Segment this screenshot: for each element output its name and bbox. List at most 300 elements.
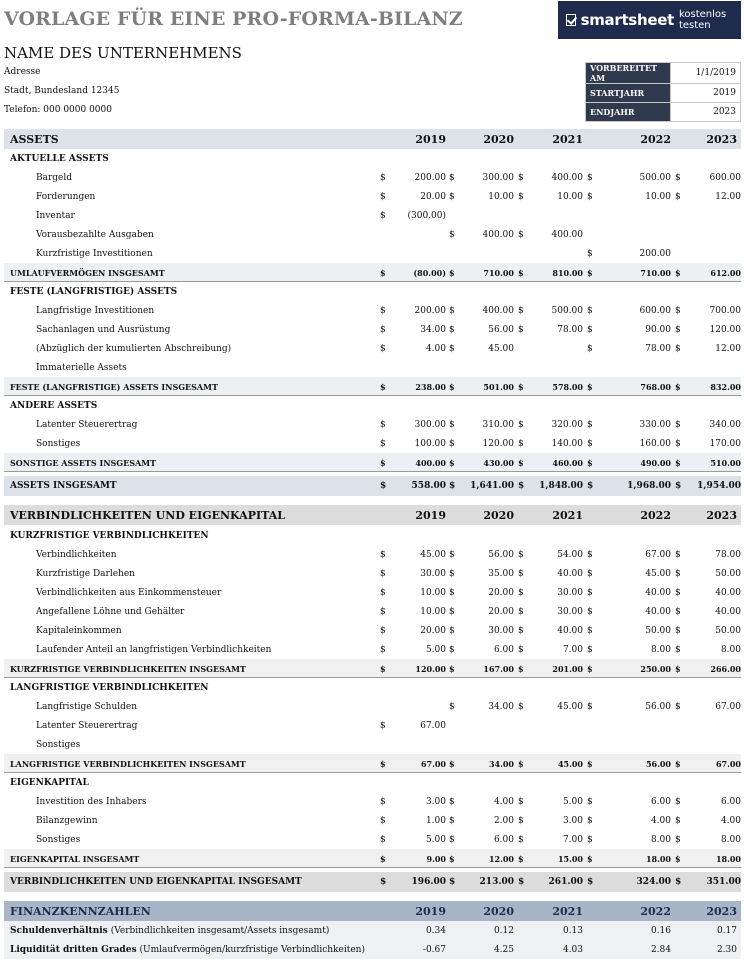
- equity-row-2-value-3[interactable]: 8.00: [650, 834, 671, 845]
- liabilities-header-year-2019: 2019: [415, 508, 446, 522]
- current-liabilities-row: [4, 564, 741, 583]
- fixed-assets-row-label-text: Langfristige Investitionen: [36, 305, 155, 316]
- equity-row-0-currency-0: $: [380, 796, 386, 807]
- address-line-2: Stadt, Bundesland 12345: [4, 86, 120, 96]
- current-assets-row-label-text: Vorausbezahlte Ausgaben: [36, 229, 154, 240]
- longterm-liabilities-row-0-value-3[interactable]: 56.00: [645, 701, 671, 712]
- equity-row-0-currency-3: $: [587, 796, 593, 807]
- assets-grand-total-value-1[interactable]: 1,641.00: [470, 481, 514, 491]
- current-assets-total-value-2[interactable]: 810.00: [552, 267, 583, 278]
- current-assets-row-0-value-0[interactable]: 200.00: [414, 172, 446, 183]
- fixed-assets-row: [4, 301, 741, 320]
- fixed-assets-row-0-currency-0: $: [380, 305, 386, 316]
- assets-grand-total-value-4[interactable]: 1,954.00: [697, 481, 741, 491]
- current-assets-row-0-value-4[interactable]: 600.00: [709, 172, 741, 183]
- other-assets-row-1-value-0[interactable]: 100.00: [414, 438, 446, 449]
- longterm-liabilities-row-label: [36, 735, 80, 754]
- current-liabilities-row-0-currency-2: $: [518, 549, 524, 560]
- equity-row-1-value-2[interactable]: 3.00: [562, 815, 583, 826]
- current-liabilities-row-3-currency-1: $: [449, 606, 455, 617]
- fixed-assets-total-value-4[interactable]: 832.00: [710, 381, 741, 392]
- other-assets-total-currency-1: $: [449, 457, 455, 468]
- equity-total-currency-4: $: [675, 853, 681, 864]
- liabilities-grand-total-value-3[interactable]: 324.00: [636, 877, 671, 887]
- current-liabilities-row-5-currency-1: $: [449, 644, 455, 655]
- current-assets-row-1-currency-2: $: [518, 191, 524, 202]
- fixed-assets-total-value-2[interactable]: 578.00: [552, 381, 583, 392]
- current-liabilities-row-4-value-4[interactable]: 50.00: [715, 625, 741, 636]
- fixed-assets-row-1-value-1[interactable]: 56.00: [488, 324, 514, 335]
- current-assets-row-3-currency-2: $: [518, 229, 524, 240]
- assets-header-year-2022: 2022: [640, 132, 671, 146]
- fixed-assets-row-0-currency-2: $: [518, 305, 524, 316]
- liabilities-header-year-2022: 2022: [640, 508, 671, 522]
- liabilities-grand-total-value-2[interactable]: 261.00: [548, 877, 583, 887]
- equity-row-2-value-1[interactable]: 6.00: [493, 834, 514, 845]
- current-liabilities-row-3-value-3[interactable]: 40.00: [645, 606, 671, 617]
- longterm-liabilities-heading-label-text: LANGFRISTIGE VERBINDLICHKEITEN: [10, 682, 209, 693]
- fixed-assets-row-0-value-4[interactable]: 700.00: [709, 305, 741, 316]
- assets-grand-total-value-2[interactable]: 1,848.00: [539, 481, 583, 491]
- liabilities-grand-total: [4, 872, 741, 892]
- current-liabilities-row-0-currency-1: $: [449, 549, 455, 560]
- other-assets-row-0-currency-4: $: [675, 419, 681, 430]
- fixed-assets-row-label-text: Immaterielle Assets: [36, 362, 127, 373]
- ratio-row-1: [4, 940, 741, 959]
- longterm-liabilities-total-label-text: LANGFRISTIGE VERBINDLICHKEITEN INSGESAMT: [10, 758, 246, 769]
- other-assets-row-0-value-1[interactable]: 310.00: [482, 419, 514, 430]
- other-assets-row-0-value-0[interactable]: 300.00: [414, 419, 446, 430]
- current-liabilities-row-0-value-3[interactable]: 67.00: [645, 549, 671, 560]
- current-liabilities-row-3-value-4[interactable]: 40.00: [715, 606, 741, 617]
- fixed-assets-row-0-currency-1: $: [449, 305, 455, 316]
- current-liabilities-total-value-2[interactable]: 201.00: [552, 663, 583, 674]
- equity-row-1-value-3[interactable]: 4.00: [650, 815, 671, 826]
- current-liabilities-row-label: [36, 564, 135, 583]
- current-liabilities-row-1-value-1[interactable]: 35.00: [488, 568, 514, 579]
- other-assets-total-value-0[interactable]: 400.00: [415, 457, 446, 468]
- current-liabilities-row-2-currency-1: $: [449, 587, 455, 598]
- current-liabilities-row-2-currency-3: $: [587, 587, 593, 598]
- current-assets-total-value-0[interactable]: (80.00): [413, 267, 446, 278]
- current-liabilities-row-1-currency-0: $: [380, 568, 386, 579]
- equity-row-0-value-1[interactable]: 4.00: [493, 796, 514, 807]
- liabilities-header-year-2023: 2023: [706, 508, 737, 522]
- assets-grand-total-currency-4: $: [675, 481, 682, 491]
- current-liabilities-total-label-text: KURZFRISTIGE VERBINDLICHKEITEN INSGESAMT: [10, 663, 246, 674]
- current-assets-total-currency-3: $: [587, 267, 593, 278]
- ratio-row-0-value-2[interactable]: 0.13: [562, 925, 583, 936]
- other-assets-total-value-4[interactable]: 510.00: [710, 457, 741, 468]
- fixed-assets-heading: [4, 282, 741, 301]
- current-liabilities-row-0-value-1[interactable]: 56.00: [488, 549, 514, 560]
- longterm-liabilities-row-0-value-2[interactable]: 45.00: [557, 701, 583, 712]
- fixed-assets-row-1-currency-2: $: [518, 324, 524, 335]
- current-assets-row-label: [36, 225, 154, 244]
- longterm-liabilities-row-1-value-0[interactable]: 67.00: [420, 720, 446, 731]
- other-assets-total-currency-2: $: [518, 457, 524, 468]
- assets-header-year-2020: 2020: [483, 132, 514, 146]
- ratio-row-0-value-0[interactable]: 0.34: [425, 925, 446, 936]
- longterm-liabilities-row-label-text: Sonstiges: [36, 739, 81, 750]
- assets-header-year-2019: 2019: [415, 132, 446, 146]
- fixed-assets-total-label-text: FESTE (LANGFRISTIGE) ASSETS INSGESAMT: [10, 381, 218, 392]
- fixed-assets-row-1-value-3[interactable]: 90.00: [645, 324, 671, 335]
- fixed-assets-row-2-value-0[interactable]: 4.00: [425, 343, 446, 354]
- current-assets-total-value-4[interactable]: 612.00: [710, 267, 741, 278]
- other-assets-row-1-value-2[interactable]: 140.00: [551, 438, 583, 449]
- address-line-1: Adresse: [4, 67, 41, 77]
- current-liabilities-row-2-value-1[interactable]: 20.00: [488, 587, 514, 598]
- fixed-assets-total-value-1[interactable]: 501.00: [483, 381, 514, 392]
- current-assets-row-label-text: Inventar: [36, 210, 75, 221]
- current-liabilities-row-3-currency-4: $: [675, 606, 681, 617]
- liabilities-grand-total-currency-2: $: [518, 877, 525, 887]
- company-name: NAME DES UNTERNEHMENS: [4, 44, 242, 62]
- equity-row-2-value-2[interactable]: 7.00: [562, 834, 583, 845]
- current-liabilities-row-5-value-3[interactable]: 8.00: [650, 644, 671, 655]
- ratio-row-1-value-4[interactable]: 2.30: [716, 944, 737, 955]
- current-assets-row-1-value-2[interactable]: 10.00: [557, 191, 583, 202]
- liabilities-grand-total-currency-0: $: [380, 877, 387, 887]
- other-assets-total-label: [10, 453, 156, 472]
- longterm-liabilities-row: [4, 716, 741, 735]
- equity-total-value-2[interactable]: 15.00: [557, 853, 583, 864]
- current-liabilities-row-0-currency-0: $: [380, 549, 386, 560]
- equity-total-value-1[interactable]: 12.00: [488, 853, 514, 864]
- equity-row-1-currency-4: $: [675, 815, 681, 826]
- current-assets-heading-label: [10, 149, 109, 168]
- fixed-assets-row-label-text: Sachanlagen und Ausrüstung: [36, 324, 171, 335]
- current-liabilities-row-label: [36, 545, 117, 564]
- longterm-liabilities-total-value-1[interactable]: 34.00: [488, 758, 514, 769]
- current-liabilities-row-1-value-4[interactable]: 50.00: [715, 568, 741, 579]
- current-liabilities-row-1-currency-4: $: [675, 568, 681, 579]
- current-assets-row-3-value-2[interactable]: 400.00: [551, 229, 583, 240]
- current-assets-row-2-value-0[interactable]: (300.00): [407, 210, 446, 221]
- current-assets-row-2-currency-0: $: [380, 210, 386, 221]
- current-liabilities-total-currency-3: $: [587, 663, 593, 674]
- fixed-assets-row: [4, 320, 741, 339]
- current-assets-total-currency-4: $: [675, 267, 681, 278]
- equity-total-value-4[interactable]: 18.00: [715, 853, 741, 864]
- assets-grand-total-value-0[interactable]: 558.00: [411, 481, 446, 491]
- ratio-row-0-value-4[interactable]: 0.17: [716, 925, 737, 936]
- current-liabilities-row-2-value-4[interactable]: 40.00: [715, 587, 741, 598]
- longterm-liabilities-total-value-2[interactable]: 45.00: [557, 758, 583, 769]
- longterm-liabilities-row: [4, 735, 741, 754]
- current-assets-row-4-currency-3: $: [587, 248, 593, 259]
- current-liabilities-row-5-value-4[interactable]: 8.00: [720, 644, 741, 655]
- ratio-row-1-value-1[interactable]: 4.25: [493, 944, 514, 955]
- equity-total-currency-3: $: [587, 853, 593, 864]
- equity-row-2-value-4[interactable]: 8.00: [720, 834, 741, 845]
- other-assets-row-0-currency-0: $: [380, 419, 386, 430]
- fixed-assets-row-2-value-1[interactable]: 45.00: [488, 343, 514, 354]
- longterm-liabilities-total-value-3[interactable]: 56.00: [645, 758, 671, 769]
- current-liabilities-total-currency-4: $: [675, 663, 681, 674]
- other-assets-total-value-2[interactable]: 460.00: [552, 457, 583, 468]
- other-assets-total-value-1[interactable]: 430.00: [483, 457, 514, 468]
- liabilities-grand-total-currency-1: $: [449, 877, 456, 887]
- current-assets-row-0-value-3[interactable]: 500.00: [639, 172, 671, 183]
- fixed-assets-row-label: [36, 301, 154, 320]
- equity-row-0-value-3[interactable]: 6.00: [650, 796, 671, 807]
- other-assets-row-0-value-3[interactable]: 330.00: [639, 419, 671, 430]
- longterm-liabilities-row-0-currency-1: $: [449, 701, 455, 712]
- current-assets-row-3-value-1[interactable]: 400.00: [482, 229, 514, 240]
- equity-row: [4, 830, 741, 849]
- other-assets-row-0-currency-1: $: [449, 419, 455, 430]
- fixed-assets-heading-label: [10, 282, 177, 301]
- fixed-assets-row-0-value-2[interactable]: 500.00: [551, 305, 583, 316]
- equity-total-label: [10, 849, 139, 868]
- other-assets-row-label-text: Sonstiges: [36, 438, 81, 449]
- current-assets-row-0-currency-4: $: [675, 172, 681, 183]
- fixed-assets-row-1-value-2[interactable]: 78.00: [557, 324, 583, 335]
- equity-row-0-value-4[interactable]: 6.00: [720, 796, 741, 807]
- other-assets-heading: [4, 396, 741, 415]
- current-assets-row: [4, 225, 741, 244]
- current-liabilities-row: [4, 583, 741, 602]
- longterm-liabilities-total-value-4[interactable]: 67.00: [715, 758, 741, 769]
- equity-row-0-value-0[interactable]: 3.00: [425, 796, 446, 807]
- current-liabilities-row-4-value-1[interactable]: 30.00: [488, 625, 514, 636]
- fixed-assets-row-1-value-0[interactable]: 34.00: [420, 324, 446, 335]
- equity-row-label: [36, 811, 98, 830]
- current-assets-row-4-value-3[interactable]: 200.00: [639, 248, 671, 259]
- current-assets-total-value-1[interactable]: 710.00: [483, 267, 514, 278]
- equity-row-1-value-4[interactable]: 4.00: [720, 815, 741, 826]
- current-liabilities-row-label-text: Kurzfristige Darlehen: [36, 568, 135, 579]
- assets-header-year-2021: 2021: [552, 132, 583, 146]
- assets-grand-total-currency-3: $: [587, 481, 594, 491]
- current-assets-row-1-value-1[interactable]: 10.00: [488, 191, 514, 202]
- fixed-assets-row-2-currency-4: $: [675, 343, 681, 354]
- longterm-liabilities-heading-label: [10, 678, 208, 697]
- other-assets-row-1-value-4[interactable]: 170.00: [709, 438, 741, 449]
- current-liabilities-row: [4, 621, 741, 640]
- ratio-row-0-label: [10, 921, 329, 940]
- current-assets-row-1-value-0[interactable]: 20.00: [420, 191, 446, 202]
- fixed-assets-total-value-0[interactable]: 238.00: [415, 381, 446, 392]
- equity-row-label-text: Bilanzgewinn: [36, 815, 98, 826]
- current-liabilities-total-value-3[interactable]: 250.00: [640, 663, 671, 674]
- equity-total-value-3[interactable]: 18.00: [645, 853, 671, 864]
- current-liabilities-row-label-text: Laufender Anteil an langfristigen Verbindlichkeiten: [36, 644, 272, 655]
- current-liabilities-total-currency-1: $: [449, 663, 455, 674]
- current-liabilities-row-3-value-2[interactable]: 30.00: [557, 606, 583, 617]
- current-liabilities-heading: [4, 526, 741, 545]
- smartsheet-logo-button[interactable]: [558, 1, 741, 39]
- ratio-row-1-value-3[interactable]: 2.84: [650, 944, 671, 955]
- meta-table: [585, 62, 741, 122]
- end-year-value[interactable]: 2023: [671, 103, 741, 122]
- liabilities-grand-total-currency-4: $: [675, 877, 682, 887]
- longterm-liabilities-row-label: [36, 697, 137, 716]
- current-assets-row: [4, 187, 741, 206]
- ratio-row-1-detail: (Umlaufvermögen/kurzfristige Verbindlichkeiten): [139, 944, 365, 955]
- equity-total-currency-2: $: [518, 853, 524, 864]
- current-liabilities-row-1-currency-1: $: [449, 568, 455, 579]
- longterm-liabilities-total-currency-1: $: [449, 758, 455, 769]
- current-assets-row-label: [36, 244, 153, 263]
- current-liabilities-row-0-value-2[interactable]: 54.00: [557, 549, 583, 560]
- current-liabilities-row-3-value-0[interactable]: 10.00: [420, 606, 446, 617]
- other-assets-row-0-value-4[interactable]: 340.00: [709, 419, 741, 430]
- equity-total: [4, 849, 741, 868]
- current-liabilities-row: [4, 640, 741, 659]
- assets-grand-total-value-3[interactable]: 1,968.00: [627, 481, 671, 491]
- fixed-assets-row-0-value-0[interactable]: 200.00: [414, 305, 446, 316]
- current-assets-total-value-3[interactable]: 710.00: [640, 267, 671, 278]
- liabilities-grand-total-label-text: VERBINDLICHKEITEN UND EIGENKAPITAL INSGESAMT: [10, 877, 302, 887]
- current-assets-row-label: [36, 168, 72, 187]
- longterm-liabilities-total: [4, 754, 741, 773]
- start-year-value[interactable]: 2019: [671, 84, 741, 103]
- other-assets-row-1-value-1[interactable]: 120.00: [482, 438, 514, 449]
- current-liabilities-row-1-value-3[interactable]: 45.00: [645, 568, 671, 579]
- other-assets-row-1-currency-1: $: [449, 438, 455, 449]
- current-liabilities-row-5-value-2[interactable]: 7.00: [562, 644, 583, 655]
- liabilities-grand-total-value-4[interactable]: 351.00: [706, 877, 741, 887]
- fixed-assets-row-1-currency-3: $: [587, 324, 593, 335]
- equity-row-2-currency-1: $: [449, 834, 455, 845]
- other-assets-row-1-value-3[interactable]: 160.00: [639, 438, 671, 449]
- current-assets-row-0-currency-2: $: [518, 172, 524, 183]
- current-liabilities-total-currency-2: $: [518, 663, 524, 674]
- longterm-liabilities-total-value-0[interactable]: 67.00: [420, 758, 446, 769]
- logo-try-text: kostenlos testen: [678, 9, 727, 31]
- current-assets-row-1-value-4[interactable]: 12.00: [715, 191, 741, 202]
- longterm-liabilities-row-0-currency-3: $: [587, 701, 593, 712]
- current-liabilities-total-value-1[interactable]: 167.00: [483, 663, 514, 674]
- current-liabilities-row-0-value-4[interactable]: 78.00: [715, 549, 741, 560]
- current-liabilities-row-4-value-0[interactable]: 20.00: [420, 625, 446, 636]
- other-assets-total-currency-0: $: [380, 457, 386, 468]
- current-liabilities-total-value-0[interactable]: 120.00: [415, 663, 446, 674]
- current-assets-total-label: [10, 263, 165, 282]
- equity-row-1-value-0[interactable]: 1.00: [425, 815, 446, 826]
- equity-row-0-value-2[interactable]: 5.00: [562, 796, 583, 807]
- current-liabilities-row-2-currency-0: $: [380, 587, 386, 598]
- end-year-label: ENDJAHR: [586, 103, 671, 122]
- liabilities-header-label: [10, 505, 285, 525]
- liabilities-grand-total-value-0[interactable]: 196.00: [411, 877, 446, 887]
- equity-row-2-value-0[interactable]: 5.00: [425, 834, 446, 845]
- equity-row-0-currency-2: $: [518, 796, 524, 807]
- liabilities-grand-total-value-1[interactable]: 213.00: [479, 877, 514, 887]
- current-liabilities-row-4-currency-1: $: [449, 625, 455, 636]
- current-liabilities-row-0-currency-3: $: [587, 549, 593, 560]
- current-liabilities-row-1-value-0[interactable]: 30.00: [420, 568, 446, 579]
- fixed-assets-row-0-value-3[interactable]: 600.00: [639, 305, 671, 316]
- current-liabilities-row-4-currency-3: $: [587, 625, 593, 636]
- other-assets-row-0-value-2[interactable]: 320.00: [551, 419, 583, 430]
- equity-row-1-currency-3: $: [587, 815, 593, 826]
- other-assets-total-value-3[interactable]: 490.00: [640, 457, 671, 468]
- current-assets-total-currency-2: $: [518, 267, 524, 278]
- other-assets-row: [4, 415, 741, 434]
- ratio-row-0-value-1[interactable]: 0.12: [493, 925, 514, 936]
- equity-total-value-0[interactable]: 9.00: [426, 853, 446, 864]
- current-liabilities-total-value-4[interactable]: 266.00: [710, 663, 741, 674]
- current-liabilities-row-4-value-3[interactable]: 50.00: [645, 625, 671, 636]
- current-liabilities-row-2-value-0[interactable]: 10.00: [420, 587, 446, 598]
- current-liabilities-row-2-value-3[interactable]: 40.00: [645, 587, 671, 598]
- current-assets-total-currency-0: $: [380, 267, 386, 278]
- other-assets-row-1-currency-0: $: [380, 438, 386, 449]
- equity-heading-label-text: EIGENKAPITAL: [10, 777, 89, 788]
- current-liabilities-row-5-currency-3: $: [587, 644, 593, 655]
- current-liabilities-row-2-value-2[interactable]: 30.00: [557, 587, 583, 598]
- liabilities-grand-total-currency-3: $: [587, 877, 594, 887]
- longterm-liabilities-total-currency-0: $: [380, 758, 386, 769]
- current-liabilities-row-4-value-2[interactable]: 40.00: [557, 625, 583, 636]
- current-liabilities-row-0-value-0[interactable]: 45.00: [420, 549, 446, 560]
- fixed-assets-row-0-value-1[interactable]: 400.00: [482, 305, 514, 316]
- current-liabilities-row-1-value-2[interactable]: 40.00: [557, 568, 583, 579]
- prepared-label: VORBEREITET AM: [586, 63, 671, 84]
- fixed-assets-row-1-value-4[interactable]: 120.00: [709, 324, 741, 335]
- ratio-row-0: [4, 921, 741, 940]
- current-liabilities-row-0-currency-4: $: [675, 549, 681, 560]
- current-assets-row-0-value-2[interactable]: 400.00: [551, 172, 583, 183]
- fixed-assets-row-2-value-3[interactable]: 78.00: [645, 343, 671, 354]
- prepared-value[interactable]: 1/1/2019: [671, 63, 741, 84]
- current-assets-row-0-value-1[interactable]: 300.00: [482, 172, 514, 183]
- liabilities-header-year-2021: 2021: [552, 508, 583, 522]
- longterm-liabilities-total-currency-3: $: [587, 758, 593, 769]
- equity-row-2-currency-2: $: [518, 834, 524, 845]
- longterm-liabilities-row: [4, 697, 741, 716]
- equity-row-1-value-1[interactable]: 2.00: [493, 815, 514, 826]
- current-assets-row-1-value-3[interactable]: 10.00: [645, 191, 671, 202]
- assets-grand-total-currency-0: $: [380, 481, 387, 491]
- current-liabilities-row-5-value-1[interactable]: 6.00: [493, 644, 514, 655]
- ratio-row-0-value-3[interactable]: 0.16: [650, 925, 671, 936]
- current-assets-total: [4, 263, 741, 282]
- current-assets-row-3-currency-1: $: [449, 229, 455, 240]
- other-assets-row-0-currency-3: $: [587, 419, 593, 430]
- current-assets-row-label-text: Forderungen: [36, 191, 96, 202]
- longterm-liabilities-row-0-value-1[interactable]: 34.00: [488, 701, 514, 712]
- other-assets-total: [4, 453, 741, 472]
- fixed-assets-row-2-currency-1: $: [449, 343, 455, 354]
- equity-row-2-currency-0: $: [380, 834, 386, 845]
- ratios-header-year-2020: 2020: [483, 904, 514, 918]
- current-liabilities-row-label: [36, 602, 184, 621]
- ratio-row-0-detail: (Verbindlichkeiten insgesamt/Assets insgesamt): [110, 925, 330, 936]
- fixed-assets-row-2-currency-3: $: [587, 343, 593, 354]
- fixed-assets-total-value-3[interactable]: 768.00: [640, 381, 671, 392]
- fixed-assets-row-1-currency-0: $: [380, 324, 386, 335]
- fixed-assets-total-currency-1: $: [449, 381, 455, 392]
- ratios-header-year-2019: 2019: [415, 904, 446, 918]
- fixed-assets-row-2-value-4[interactable]: 12.00: [715, 343, 741, 354]
- fixed-assets-row-label: [36, 320, 170, 339]
- current-assets-total-currency-1: $: [449, 267, 455, 278]
- longterm-liabilities-row-0-value-4[interactable]: 67.00: [715, 701, 741, 712]
- ratio-row-1-value-2[interactable]: 4.03: [562, 944, 583, 955]
- current-liabilities-row-3-value-1[interactable]: 20.00: [488, 606, 514, 617]
- fixed-assets-row-0-currency-4: $: [675, 305, 681, 316]
- equity-total-label-text: EIGENKAPITAL INSGESAMT: [10, 853, 140, 864]
- ratio-row-1-value-0[interactable]: -0.67: [422, 944, 446, 955]
- current-assets-row-1-currency-1: $: [449, 191, 455, 202]
- assets-grand-total-currency-1: $: [449, 481, 456, 491]
- current-liabilities-row-5-value-0[interactable]: 5.00: [425, 644, 446, 655]
